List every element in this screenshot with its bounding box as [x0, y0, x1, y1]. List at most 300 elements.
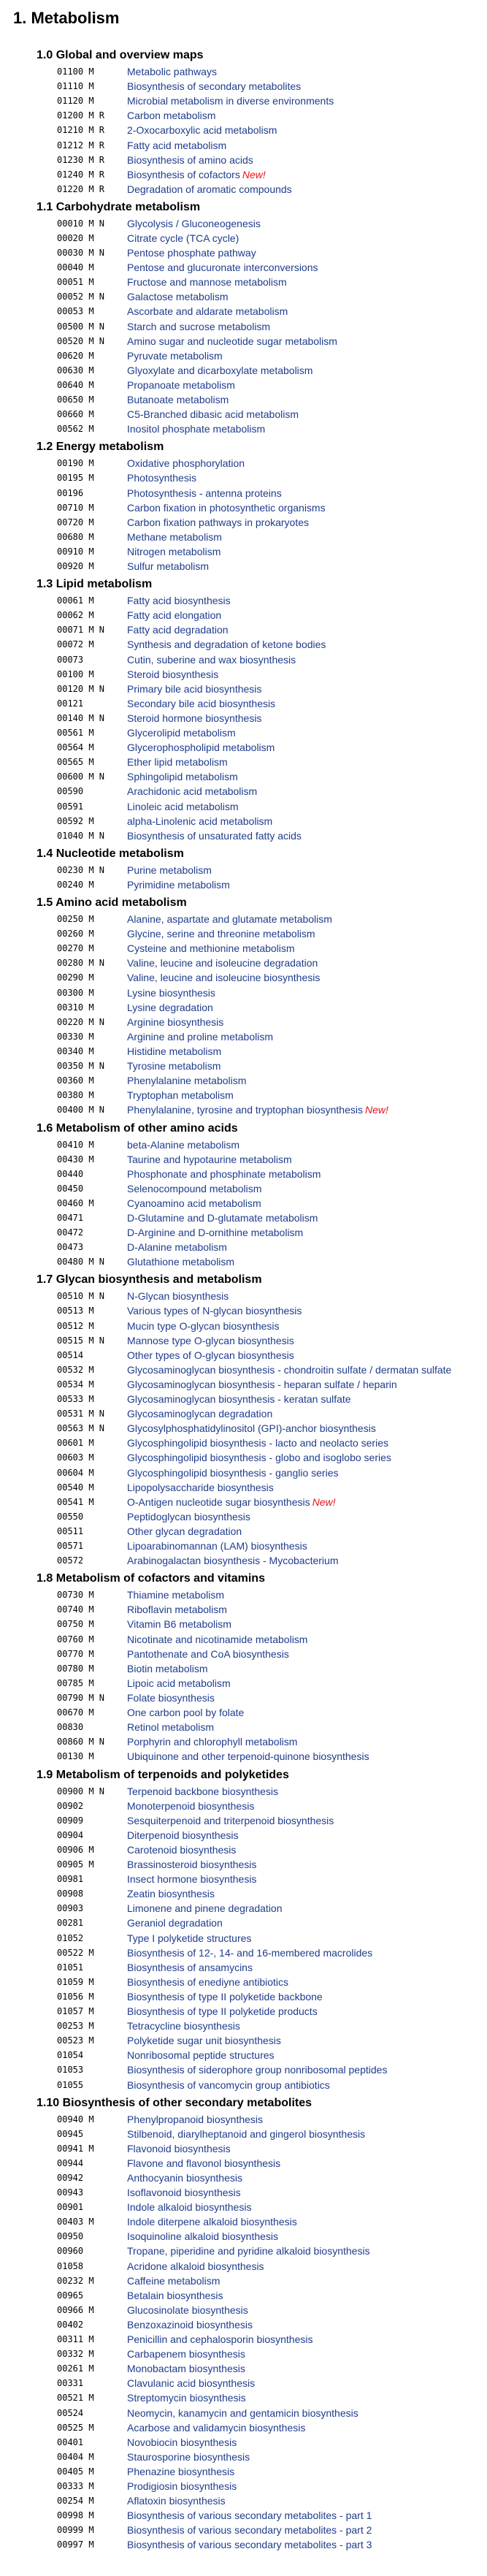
pathway-code: 00010 M N [57, 218, 105, 229]
pathway-link[interactable]: Cyanoamino acid metabolism [127, 1197, 261, 1209]
pathway-link[interactable]: Various types of N-glycan biosynthesis [127, 1305, 302, 1317]
pathway-link[interactable]: alpha-Linolenic acid metabolism [127, 815, 273, 827]
pathway-link[interactable]: Thiamine metabolism [127, 1589, 225, 1601]
pathway-row [0, 2171, 487, 2185]
pathway-link[interactable]: Fatty acid elongation [127, 609, 222, 622]
pathway-row [0, 1784, 487, 1799]
pathway-link[interactable]: Other glycan degradation [127, 1525, 242, 1537]
pathway-link[interactable]: Fructose and mannose metabolism [127, 276, 287, 289]
pathway-link[interactable]: Primary bile acid biosynthesis [127, 682, 262, 695]
pathway-code: 00360 M [57, 1075, 94, 1086]
pathway-link[interactable]: Starch and sucrose metabolism [127, 320, 271, 332]
pathway-code: 01230 M R [57, 154, 105, 165]
pathway-link[interactable]: Neomycin, kanamycin and gentamicin biosynthesis [127, 2407, 358, 2419]
pathway-link[interactable]: Glucosinolate biosynthesis [127, 2303, 248, 2316]
pathway-code: 00785 M [57, 1677, 94, 1688]
pathway-code: 00920 M [57, 561, 94, 572]
pathway-link[interactable]: Pyruvate metabolism [127, 349, 223, 362]
pathway-link[interactable]: D-Arginine and D-ornithine metabolism [127, 1227, 304, 1239]
pathway-link[interactable]: Biosynthesis of various secondary metabolites - part 3 [127, 2539, 372, 2551]
pathway-code: 00562 M [57, 424, 94, 435]
pathway-link[interactable]: 2-Oxocarboxylic acid metabolism [127, 124, 277, 137]
pathway-row [0, 2332, 487, 2347]
pathway-link[interactable]: Phenylpropanoid biosynthesis [127, 2113, 264, 2125]
pathway-row [0, 363, 487, 378]
pathway-row [0, 1946, 487, 1960]
pathway-link[interactable]: Limonene and pinene degradation [127, 1902, 283, 1915]
pathway-row [0, 1632, 487, 1647]
pathway-link[interactable]: Purine metabolism [127, 864, 212, 876]
pathway-row [0, 1813, 487, 1828]
pathway-link[interactable]: Propanoate metabolism [127, 378, 235, 391]
pathway-link[interactable]: Glycolysis / Gluconeogenesis [127, 217, 261, 229]
pathway-code: 00300 M [57, 987, 94, 998]
section-heading: 1.7 Glycan biosynthesis and metabolism [37, 1273, 262, 1287]
pathway-link[interactable]: Aflatoxin biosynthesis [127, 2495, 226, 2507]
pathway-code: 00592 M [57, 815, 94, 826]
pathway-link[interactable]: Pantothenate and CoA biosynthesis [127, 1647, 289, 1660]
pathway-link[interactable]: Carotenoid biosynthesis [127, 1843, 237, 1856]
pathway-link[interactable]: Penicillin and cephalosporin biosynthesis [127, 2333, 313, 2346]
pathway-row [0, 1799, 487, 1813]
pathway-row [0, 1000, 487, 1015]
pathway-link[interactable]: Retinol metabolism [127, 1721, 215, 1734]
pathway-link[interactable]: Lysine biosynthesis [127, 986, 215, 999]
pathway-link[interactable]: Lipoarabinomannan (LAM) biosynthesis [127, 1540, 307, 1552]
pathway-link[interactable]: Synthesis and degradation of ketone bodies [127, 639, 326, 651]
pathway-link[interactable]: Flavone and flavonol biosynthesis [127, 2157, 281, 2169]
pathway-link[interactable]: Glycosylphosphatidylinositol (GPI)-anchor biosynthesis [127, 1422, 376, 1435]
pathway-row [0, 1377, 487, 1392]
pathway-link[interactable]: beta-Alanine metabolism [127, 1138, 240, 1151]
pathway-row [0, 2185, 487, 2200]
pathway-code: 00524 [57, 2407, 84, 2418]
pathway-link[interactable]: O-Antigen nucleotide sugar biosynthesis New! [127, 1495, 336, 1508]
pathway-code: 00660 M [57, 409, 94, 420]
pathway-link[interactable]: Stilbenoid, diarylheptanoid and gingerol biosynthesis [127, 2127, 366, 2140]
pathway-link[interactable]: Mannose type O-glycan biosynthesis [127, 1334, 294, 1346]
pathway-link[interactable]: Indole diterpene alkaloid biosynthesis [127, 2216, 297, 2228]
pathway-link[interactable]: Biosynthesis of ansamycins [127, 1961, 253, 1973]
pathway-code: 00908 [57, 1889, 84, 1899]
pathway-code: 00471 [57, 1213, 84, 1223]
pathway-link[interactable]: Valine, leucine and isoleucine biosynthesis [127, 972, 321, 984]
pathway-link[interactable]: Peptidoglycan biosynthesis [127, 1510, 250, 1523]
pathway-link[interactable]: Lysine degradation [127, 1001, 213, 1013]
pathway-link[interactable]: Inositol phosphate metabolism [127, 423, 266, 435]
pathway-row [0, 1647, 487, 1661]
pathway-row [0, 2214, 487, 2229]
pathway-link[interactable]: Glycosaminoglycan biosynthesis - keratan sulfate [127, 1393, 351, 1406]
pathway-row [0, 1303, 487, 1318]
pathway-code: 00944 [57, 2157, 84, 2168]
pathway-link[interactable]: Biosynthesis of vancomycin group antibiotics [127, 2078, 330, 2091]
pathway-link[interactable]: Glycosaminoglycan degradation [127, 1408, 273, 1420]
pathway-code: 00998 M [57, 2510, 94, 2521]
pathway-row [0, 1480, 487, 1495]
pathway-link[interactable]: Porphyrin and chlorophyll metabolism [127, 1736, 298, 1748]
pathway-link[interactable]: Biosynthesis of various secondary metabolites - part 1 [127, 2510, 372, 2522]
pathway-row [0, 696, 487, 711]
pathway-link[interactable]: Prodigiosin biosynthesis [127, 2480, 237, 2493]
pathway-code: 00541 M [57, 1496, 94, 1507]
pathway-link[interactable]: Glycosphingolipid biosynthesis - ganglio series [127, 1466, 339, 1479]
pathway-link[interactable]: Other types of O-glycan biosynthesis [127, 1349, 294, 1361]
pathway-link[interactable]: Vitamin B6 metabolism [127, 1618, 231, 1631]
pathway-code: 00051 M [57, 277, 94, 288]
pathway-code: 01100 M [57, 66, 94, 77]
pathway-code: 00405 M [57, 2466, 94, 2477]
pathway-link[interactable]: Biosynthesis of various secondary metabolites - part 2 [127, 2524, 372, 2537]
pathway-link[interactable]: Glycosaminoglycan biosynthesis - chondroitin sulfate / dermatan sulfate [127, 1363, 452, 1376]
pathway-link[interactable]: Biosynthesis of unsaturated fatty acids [127, 829, 302, 842]
pathway-code: 00945 [57, 2128, 84, 2139]
pathway-link[interactable]: Histidine metabolism [127, 1045, 222, 1057]
pathway-code: 00590 [57, 786, 84, 797]
section-heading: 1.6 Metabolism of other amino acids [37, 1121, 238, 1135]
pathway-row [0, 1319, 487, 1333]
pathway-row [0, 334, 487, 348]
pathway-link[interactable]: Carbon metabolism [127, 110, 216, 122]
pathway-link[interactable]: Biosynthesis of 12-, 14- and 16-membered macrolides [127, 1946, 373, 1959]
pathway-row [0, 1857, 487, 1872]
pathway-link[interactable]: Riboflavin metabolism [127, 1604, 227, 1616]
section-heading: 1.5 Amino acid metabolism [37, 896, 187, 910]
pathway-link[interactable]: One carbon pool by folate [127, 1707, 245, 1719]
pathway-link[interactable]: Lipoic acid metabolism [127, 1677, 231, 1689]
pathway-row [0, 667, 487, 682]
pathway-row [0, 1059, 487, 1073]
pathway-code: 00965 [57, 2290, 84, 2301]
pathway-code: 00512 M [57, 1320, 94, 1331]
pathway-link[interactable]: Biosynthesis of amino acids [127, 153, 253, 166]
pathway-link[interactable]: Acarbose and validamycin biosynthesis [127, 2421, 306, 2434]
pathway-code: 01220 M R [57, 183, 105, 194]
pathway-link[interactable]: Glycosaminoglycan biosynthesis - heparan sulfate / heparin [127, 1378, 397, 1390]
pathway-code: 01058 [57, 2260, 84, 2271]
pathway-link[interactable]: Taurine and hypotaurine metabolism [127, 1153, 292, 1165]
pathway-link[interactable]: Phenazine biosynthesis [127, 2465, 235, 2477]
pathway-row [0, 2259, 487, 2274]
pathway-code: 00966 M [57, 2304, 94, 2315]
pathway-row [0, 2004, 487, 2019]
pathway-link[interactable]: Valine, leucine and isoleucine degradation [127, 957, 318, 969]
pathway-link[interactable]: Glycosphingolipid biosynthesis - lacto and neolacto series [127, 1437, 388, 1449]
pathway-link[interactable]: Photosynthesis [127, 472, 196, 484]
pathway-row [0, 79, 487, 94]
pathway-row [0, 1102, 487, 1117]
pathway-row [0, 422, 487, 436]
pathway-code: 00561 M [57, 728, 94, 739]
pathway-link[interactable]: Arabinogalactan biosynthesis - Mycobacterium [127, 1555, 339, 1567]
pathway-row [0, 2464, 487, 2479]
pathway-code: 00740 M [57, 1604, 94, 1615]
pathway-code: 00400 M N [57, 1105, 105, 1116]
pathway-row [0, 2244, 487, 2258]
pathway-link[interactable]: Mucin type O-glycan biosynthesis [127, 1319, 280, 1332]
pathway-row [0, 1289, 487, 1303]
pathway-link[interactable]: Clavulanic acid biosynthesis [127, 2377, 256, 2390]
pathway-link[interactable]: N-Glycan biosynthesis [127, 1290, 229, 1303]
pathway-code: 00563 M N [57, 1423, 105, 1434]
pathway-link[interactable]: Glycosphingolipid biosynthesis - globo and isoglobo series [127, 1452, 391, 1464]
pathway-link[interactable]: Steroid hormone biosynthesis [127, 712, 262, 724]
pathway-link[interactable]: Citrate cycle (TCA cycle) [127, 232, 239, 244]
pathway-code: 01040 M N [57, 830, 105, 841]
pathway-link[interactable]: Selenocompound metabolism [127, 1182, 262, 1194]
pathway-link[interactable]: Fatty acid metabolism [127, 139, 227, 151]
pathway-link[interactable]: Cysteine and methionine metabolism [127, 942, 295, 955]
pathway-code: 00460 M [57, 1197, 94, 1208]
pathway-code: 00522 M [57, 1947, 94, 1958]
pathway-row [0, 1975, 487, 1989]
pathway-link[interactable]: Streptomycin biosynthesis [127, 2392, 246, 2404]
pathway-link[interactable]: Tetracycline biosynthesis [127, 2020, 240, 2032]
pathway-link[interactable]: Photosynthesis - antenna proteins [127, 487, 282, 499]
pathway-link[interactable]: Glycine, serine and threonine metabolism [127, 928, 315, 940]
pathway-link[interactable]: Glycerophospholipid metabolism [127, 742, 275, 754]
pathway-code: 00942 [57, 2172, 84, 2183]
pathway-code: 00600 M N [57, 771, 105, 782]
pathway-code: 00270 M [57, 943, 94, 954]
pathway-link[interactable]: Anthocyanin biosynthesis [127, 2171, 242, 2184]
pathway-link[interactable]: Arginine and proline metabolism [127, 1030, 273, 1043]
pathway-link[interactable]: Pyrimidine metabolism [127, 878, 230, 891]
pathway-link[interactable]: Biosynthesis of cofactors New! [127, 168, 266, 180]
pathway-link[interactable]: Diterpenoid biosynthesis [127, 1829, 239, 1841]
pathway-row [0, 108, 487, 123]
pathway-link[interactable]: Carbon fixation in photosynthetic organisms [127, 501, 326, 514]
pathway-row [0, 828, 487, 843]
pathway-link[interactable]: Butanoate metabolism [127, 394, 229, 406]
pathway-link[interactable]: Nicotinate and nicotinamide metabolism [127, 1633, 308, 1645]
pathway-code: 00860 M N [57, 1737, 105, 1748]
pathway-code: 00906 M [57, 1844, 94, 1855]
pathway-link[interactable]: Metabolic pathways [127, 66, 217, 77]
pathway-link[interactable]: Degradation of aromatic compounds [127, 183, 292, 195]
pathway-row [0, 2303, 487, 2317]
pathway-link[interactable]: Sulfur metabolism [127, 560, 210, 573]
pathway-code: 00950 [57, 2231, 84, 2242]
pathway-row [0, 167, 487, 182]
pathway-code: 00350 M N [57, 1061, 105, 1072]
pathway-code: 00540 M [57, 1482, 94, 1493]
pathway-row [0, 2493, 487, 2508]
pathway-link[interactable]: Monoterpenoid biosynthesis [127, 1799, 255, 1812]
pathway-link[interactable]: Arginine biosynthesis [127, 1015, 224, 1028]
pathway-row [0, 2420, 487, 2435]
pathway-code: 00230 M N [57, 864, 105, 875]
pathway-link[interactable]: Betalain biosynthesis [127, 2289, 223, 2301]
pathway-link[interactable]: Carbapenem biosynthesis [127, 2348, 245, 2360]
pathway-code: 00333 M [57, 2481, 94, 2492]
pathway-link[interactable]: Tryptophan metabolism [127, 1089, 234, 1102]
pathway-code: 00473 [57, 1242, 84, 1253]
pathway-link[interactable]: Biotin metabolism [127, 1662, 208, 1674]
pathway-link[interactable]: Indole alkaloid biosynthesis [127, 2201, 252, 2214]
pathway-code: 00290 M [57, 972, 94, 983]
pathway-link[interactable]: Glyoxylate and dicarboxylate metabolism [127, 364, 313, 376]
pathway-link[interactable]: Alanine, aspartate and glutamate metabolism [127, 913, 332, 926]
pathway-code: 00195 M [57, 473, 94, 484]
pathway-code: 00040 M [57, 262, 94, 273]
pathway-row [0, 637, 487, 652]
pathway-link[interactable]: Phenylalanine metabolism [127, 1075, 247, 1087]
pathway-row [0, 1181, 487, 1196]
pathway-link[interactable]: Amino sugar and nucleotide sugar metabolism [127, 335, 337, 347]
pathway-link[interactable]: Phenylalanine, tyrosine and tryptophan biosynthesis New! [127, 1104, 388, 1116]
pathway-link[interactable]: Geraniol degradation [127, 1917, 223, 1929]
pathway-link[interactable]: Terpenoid backbone biosynthesis [127, 1785, 279, 1797]
pathway-link[interactable]: Biosynthesis of type II polyketide products [127, 2005, 318, 2017]
pathway-link[interactable]: D-Glutamine and D-glutamate metabolism [127, 1212, 318, 1224]
pathway-link[interactable]: Galactose metabolism [127, 291, 229, 303]
pathway-code: 00650 M [57, 395, 94, 405]
pathway-link[interactable]: Lipopolysaccharide biosynthesis [127, 1481, 274, 1493]
pathway-code: 00472 [57, 1227, 84, 1238]
pathway-row [0, 1872, 487, 1886]
pathway-row [0, 1363, 487, 1377]
pathway-link[interactable]: Biosynthesis of enediyne antibiotics [127, 1975, 289, 1988]
pathway-code: 01057 M [57, 2006, 94, 2016]
pathway-code: 00630 M [57, 365, 94, 376]
pathway-row [0, 1015, 487, 1029]
pathway-code: 00750 M [57, 1619, 94, 1630]
pathway-link[interactable]: Cutin, suberine and wax biosynthesis [127, 653, 296, 666]
pathway-row [0, 956, 487, 970]
pathway-code: 00515 M N [57, 1335, 105, 1346]
pathway-link[interactable]: Glutathione metabolism [127, 1256, 235, 1268]
pathway-link[interactable]: Methane metabolism [127, 530, 222, 543]
pathway-link[interactable]: Oxidative phosphorylation [127, 457, 245, 470]
pathway-link[interactable]: Ether lipid metabolism [127, 756, 228, 769]
pathway-row [0, 1225, 487, 1240]
pathway-row [0, 2048, 487, 2062]
pathway-row [0, 1524, 487, 1539]
pathway-code: 00790 M N [57, 1692, 105, 1703]
pathway-link[interactable]: C5-Branched dibasic acid metabolism [127, 408, 299, 421]
pathway-link[interactable]: Tropane, piperidine and pyridine alkaloid biosynthesis [127, 2245, 370, 2257]
pathway-row [0, 1348, 487, 1363]
pathway-link[interactable]: Biosynthesis of secondary metabolites [127, 80, 302, 93]
pathway-link[interactable]: Microbial metabolism in diverse environments [127, 95, 334, 107]
pathway-code: 00330 M [57, 1031, 94, 1042]
pathway-link[interactable]: Folate biosynthesis [127, 1691, 215, 1704]
pathway-code: 00941 M [57, 2143, 94, 2154]
pathway-link[interactable]: Type I polyketide structures [127, 1932, 252, 1944]
pathway-row [0, 608, 487, 622]
pathway-link[interactable]: Sesquiterpenoid and triterpenoid biosynthesis [127, 1814, 334, 1826]
pathway-link[interactable]: Monobactam biosynthesis [127, 2363, 245, 2375]
pathway-link[interactable]: Brassinosteroid biosynthesis [127, 1859, 257, 1870]
pathway-link[interactable]: Nonribosomal peptide structures [127, 2049, 275, 2062]
pathway-link[interactable]: Ubiquinone and other terpenoid-quinone biosynthesis [127, 1750, 369, 1763]
pathway-link[interactable]: Pentose phosphate pathway [127, 247, 256, 259]
pathway-link[interactable]: Ascorbate and aldarate metabolism [127, 305, 288, 318]
pathway-link[interactable]: Phosphonate and phosphinate metabolism [127, 1167, 321, 1180]
pathway-code: 00100 M [57, 668, 94, 679]
pathway-link[interactable]: Nitrogen metabolism [127, 545, 221, 557]
pathway-link[interactable]: Carbon fixation pathways in prokaryotes [127, 516, 310, 528]
pathway-link[interactable]: Pentose and glucuronate interconversions [127, 262, 318, 274]
pathway-code: 00220 M N [57, 1016, 105, 1027]
pathway-link[interactable]: Isoflavonoid biosynthesis [127, 2187, 241, 2199]
pathway-link[interactable]: Biosynthesis of siderophore group nonribosomal peptides [127, 2064, 388, 2076]
pathway-code: 00510 M N [57, 1291, 105, 1302]
pathway-link[interactable]: Biosynthesis of type II polyketide backbone [127, 1990, 323, 2003]
pathway-row [0, 970, 487, 985]
pathway-code: 00121 [57, 698, 84, 709]
pathway-row [0, 1602, 487, 1617]
new-badge: New! [242, 168, 266, 180]
pathway-row [0, 456, 487, 470]
pathway-code: 00601 M [57, 1438, 94, 1449]
pathway-code: 00523 M [57, 2035, 94, 2046]
pathway-code: 01200 M R [57, 110, 105, 121]
pathway-link[interactable]: Tyrosine metabolism [127, 1060, 221, 1072]
pathway-link[interactable]: Staurosporine biosynthesis [127, 2450, 250, 2463]
pathway-code: 00514 [57, 1349, 84, 1360]
pathway-row [0, 1254, 487, 1269]
pathway-row [0, 1196, 487, 1211]
pathway-code: 01052 [57, 1932, 84, 1943]
pathway-row [0, 1828, 487, 1843]
pathway-link[interactable]: Fatty acid biosynthesis [127, 595, 231, 607]
pathway-link[interactable]: Glycerolipid metabolism [127, 727, 236, 739]
pathway-code: 00380 M [57, 1090, 94, 1101]
pathway-link[interactable]: Fatty acid degradation [127, 624, 229, 636]
pathway-row [0, 245, 487, 260]
pathway-code: 00310 M [57, 1002, 94, 1013]
pathway-row [0, 912, 487, 926]
pathway-link[interactable]: Zeatin biosynthesis [127, 1888, 215, 1900]
pathway-code: 01051 [57, 1962, 84, 1973]
pathway-link[interactable]: Isoquinoline alkaloid biosynthesis [127, 2230, 279, 2243]
pathway-row [0, 1088, 487, 1102]
pathway-code: 00331 [57, 2378, 84, 2389]
pathway-row [0, 2019, 487, 2033]
pathway-link[interactable]: Novobiocin biosynthesis [127, 2436, 237, 2448]
pathway-row [0, 1617, 487, 1631]
pathway-row [0, 275, 487, 289]
pathway-code: 00401 [57, 2436, 84, 2447]
pathway-link[interactable]: Flavonoid biosynthesis [127, 2142, 231, 2154]
pathway-code: 00905 M [57, 1859, 94, 1870]
pathway-row [0, 1734, 487, 1749]
pathway-code: 00902 [57, 1800, 84, 1811]
pathway-link[interactable]: Caffeine metabolism [127, 2274, 221, 2287]
pathway-code: 00981 [57, 1874, 84, 1885]
pathway-link[interactable]: Sphingolipid metabolism [127, 771, 238, 783]
pathway-link[interactable]: Polyketide sugar unit biosynthesis [127, 2035, 281, 2047]
pathway-link[interactable]: Benzoxazinoid biosynthesis [127, 2318, 253, 2331]
pathway-link[interactable]: Arachidonic acid metabolism [127, 785, 258, 798]
pathway-link[interactable]: Steroid biosynthesis [127, 668, 219, 680]
pathway-link[interactable]: Linoleic acid metabolism [127, 800, 239, 812]
pathway-row [0, 1886, 487, 1901]
pathway-link[interactable]: D-Alanine metabolism [127, 1241, 227, 1254]
pathway-link[interactable]: Insect hormone biosynthesis [127, 1873, 257, 1886]
pathway-code: 00572 [57, 1555, 84, 1566]
pathway-row [0, 1843, 487, 1857]
pathway-row [0, 1333, 487, 1348]
pathway-link[interactable]: Secondary bile acid biosynthesis [127, 697, 276, 709]
pathway-row [0, 1450, 487, 1465]
pathway-code: 00940 M [57, 2114, 94, 2125]
pathway-link[interactable]: Acridone alkaloid biosynthesis [127, 2260, 264, 2272]
pathway-code: 01210 M R [57, 125, 105, 136]
pathway-code: 00710 M [57, 502, 94, 513]
